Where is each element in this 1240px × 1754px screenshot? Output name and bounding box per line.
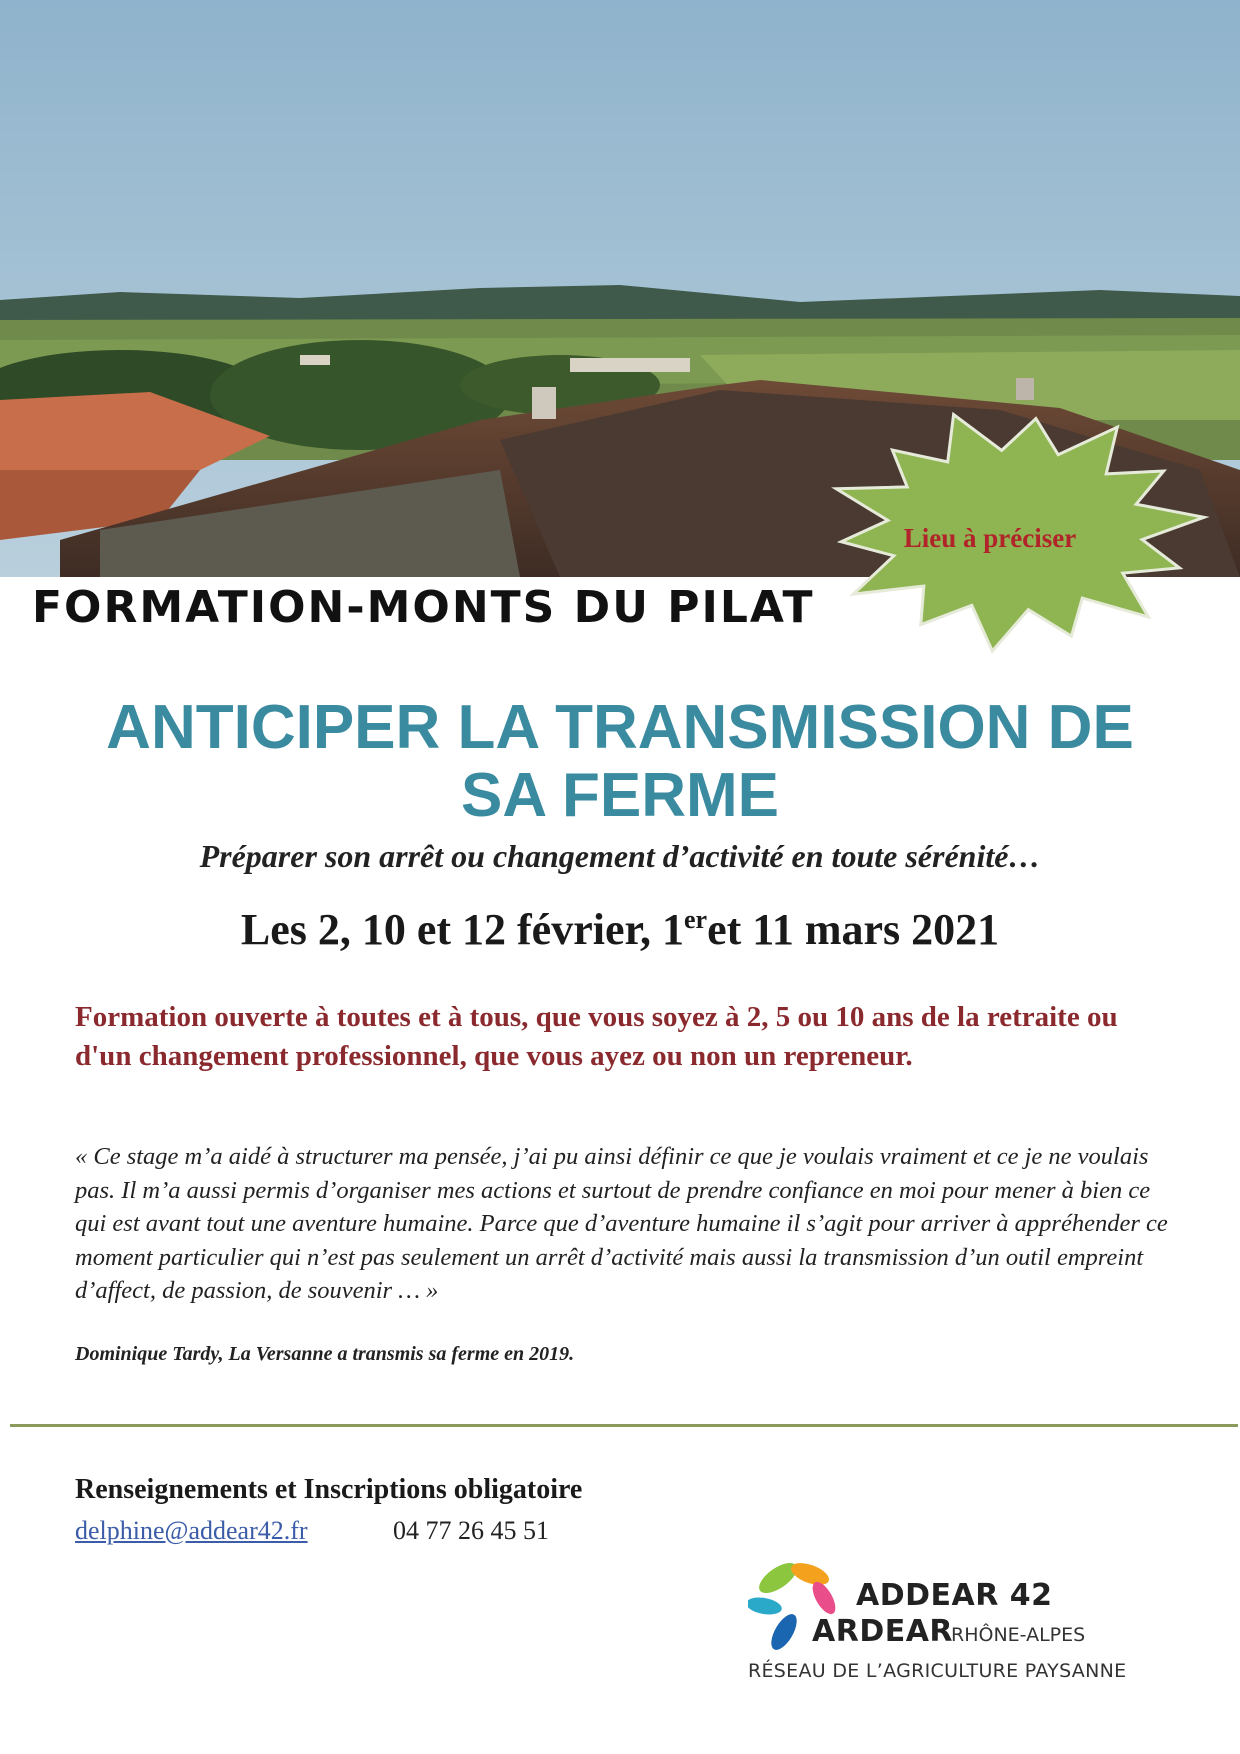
contact-phone: 04 77 26 45 51 — [393, 1516, 549, 1545]
page-title — [40, 694, 1200, 830]
page-title-line2: SA FERME — [460, 761, 780, 830]
location-badge-label: Lieu à préciser — [903, 523, 1077, 553]
logo-region: RHÔNE-ALPES — [951, 1624, 1086, 1646]
testimonial-quote: « Ce stage m’a aidé à structurer ma pensée, j’ai pu ainsi définir ce que je voulais vraiment et ce je ne voulais pas. Il m’a aussi permis d’organiser mes actions et surtout de prendre confiance en moi pour mener à bien ce qui est avant tout une aventure humaine. Parce que d’aventure humaine il s’agit pour arriver à appréhender ce moment particulier qui n’est pas seulement un arrêt d’activité mais aussi la transmission d’un outil empreint d’affect, de passion, de souvenir … » — [75, 1143, 1168, 1304]
event-dates-start: Les 2, 10 et 12 février, 1 — [240, 905, 684, 954]
logo-ardear: ARDEAR — [812, 1614, 954, 1649]
event-dates-ordinal: er — [683, 905, 708, 934]
event-dates-end: et 11 mars 2021 — [707, 905, 1000, 954]
testimonial-author: Dominique Tardy, La Versanne a transmis sa ferme en 2019. — [75, 1343, 575, 1365]
contact-email-link[interactable]: delphine@addear42.fr — [75, 1516, 308, 1545]
formation-title: FORMATION-MONTS DU PILAT — [32, 582, 815, 633]
logo-network: RÉSEAU DE L’AGRICULTURE PAYSANNE — [748, 1660, 1127, 1682]
section-divider — [10, 1424, 1238, 1427]
page-title-line1: ANTICIPER LA TRANSMISSION DE — [106, 693, 1134, 762]
event-dates — [40, 904, 1200, 955]
intro-paragraph: Formation ouverte à toutes et à tous, que vous soyez à 2, 5 ou 10 ans de la retraite ou d'un changement professionnel, que vous ayez ou non un repreneur. — [75, 1001, 1118, 1072]
logo-addear: ADDEAR 42 — [856, 1578, 1053, 1613]
contact-heading: Renseignements et Inscriptions obligatoire — [75, 1474, 583, 1505]
subtitle: Préparer son arrêt ou changement d’activité en toute sérénité… — [199, 838, 1041, 874]
